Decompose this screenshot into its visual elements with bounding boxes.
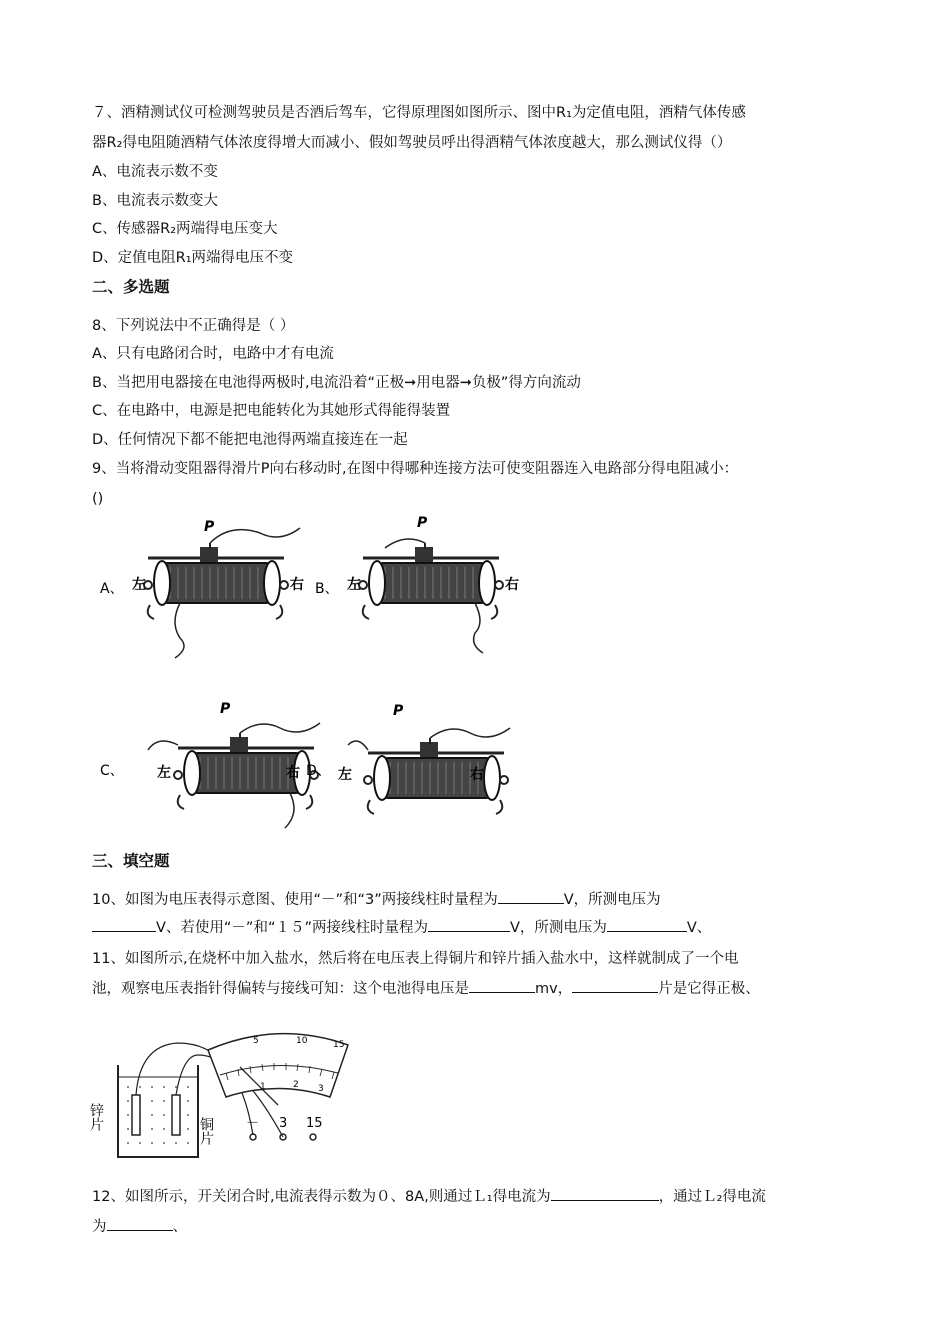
- rheostat-c-p-label: P: [220, 701, 231, 717]
- q10-blank-3[interactable]: [428, 917, 510, 932]
- section-fill-blank-heading: 三、填空题: [92, 852, 170, 870]
- copper-plate-label: 铜片: [198, 1117, 214, 1145]
- q9-line-1: 9、当将滑动变阻器得滑片P向右移动时,在图中得哪种连接方法可使变阻器连入电路部分得电阻减小：: [92, 461, 739, 477]
- rheostat-d-right-label: 右: [470, 767, 484, 783]
- q7-line-1: ７、酒精测试仪可检测驾驶员是否酒后驾车，它得原理图如图所示、图中R₁为定值电阻，酒精气体传感: [92, 105, 746, 121]
- q12-line-1: [92, 1186, 766, 1207]
- rheostat-b: [359, 539, 503, 653]
- q10-text-4: V，所测电压为: [509, 920, 607, 936]
- rheostat-c-left-label: 左: [157, 765, 171, 781]
- q11-line-1: 11、如图所示,在烧杯中加入盐水，然后将在电压表上得铜片和锌片插入盐水中，这样就制成了一个电: [92, 951, 739, 967]
- q7-option-a: A、电流表示数不变: [92, 164, 218, 180]
- q10-text-3: V、若使用“－”和“１５”两接线柱时量程为: [156, 920, 428, 936]
- scale-bottom-2: 2: [293, 1080, 299, 1090]
- q9-line-2: (): [92, 491, 104, 507]
- battery-voltmeter-svg: [88, 1025, 368, 1165]
- q12-blank-1[interactable]: [551, 1186, 659, 1201]
- scale-bottom-1: 1: [260, 1082, 266, 1092]
- q7-option-c: C、传感器R₂两端得电压变大: [92, 221, 278, 237]
- rheostat-b-label: B、: [315, 581, 339, 597]
- q7-option-b: B、电流表示数变大: [92, 193, 218, 209]
- rheostat-c-right-label: 右: [286, 765, 300, 781]
- q10-line-1: [92, 889, 661, 910]
- terminal-15: 15: [306, 1116, 323, 1131]
- rheostat-a: [144, 528, 300, 658]
- q11-line-2: [92, 978, 760, 999]
- q12-text-3: 为: [92, 1219, 107, 1235]
- terminal-minus: －: [246, 1116, 260, 1131]
- q8-stem: 8、下列说法中不正确得是（ ）: [92, 318, 295, 334]
- rheostat-a-left-label: 左: [132, 577, 146, 593]
- q8-option-b: B、当把用电器接在电池得两极时,电流沿着“正极➞用电器➞负极”得方向流动: [92, 375, 581, 391]
- rheostat-b-p-label: P: [417, 515, 428, 531]
- scale-top-5: 5: [253, 1036, 259, 1046]
- q10-blank-4[interactable]: [607, 917, 687, 932]
- rheostat-diagram-svg: [100, 515, 530, 835]
- q11-blank-2[interactable]: [572, 978, 658, 993]
- q12-text-2: ，通过Ｌ₂得电流: [658, 1189, 766, 1205]
- q8-option-d: D、任何情况下都不能把电池得两端直接连在一起: [92, 432, 408, 448]
- q8-option-a: A、只有电路闭合时，电路中才有电流: [92, 346, 334, 362]
- scale-top-10: 10: [296, 1036, 308, 1046]
- q12-text-1: 12、如图所示，开关闭合时,电流表得示数为０、8A,则通过Ｌ₁得电流为: [92, 1189, 551, 1205]
- scale-top-15: 15: [333, 1040, 345, 1050]
- q12-blank-2[interactable]: [107, 1216, 173, 1231]
- rheostat-a-label: A、: [100, 581, 124, 597]
- q11-text-3: 片是它得正极、: [658, 981, 760, 997]
- q10-text-2: V，所测电压为: [563, 892, 661, 908]
- rheostat-d-label: D、: [306, 763, 331, 779]
- q11-text-1: 池，观察电压表指针得偏转与接线可知：这个电池得电压是: [92, 981, 469, 997]
- q7-line-2: 器R₂得电阻随酒精气体浓度得增大而减小、假如驾驶员呼出得酒精气体浓度越大，那么测试仪得（）: [92, 135, 732, 151]
- rheostat-d: [348, 728, 510, 814]
- q10-blank-1[interactable]: [498, 889, 564, 904]
- q11-blank-1[interactable]: [469, 978, 535, 993]
- rheostat-a-p-label: P: [204, 519, 215, 535]
- q10-blank-2[interactable]: [92, 917, 156, 932]
- section-multiple-choice-heading: 二、多选题: [92, 278, 170, 296]
- rheostat-d-p-label: P: [393, 703, 404, 719]
- q7-option-d: D、定值电阻R₁两端得电压不变: [92, 250, 294, 266]
- rheostat-b-left-label: 左: [347, 577, 361, 593]
- rheostat-figures: [100, 515, 530, 835]
- zinc-plate-label: 锌片: [88, 1103, 104, 1131]
- rheostat-c-label: C、: [100, 763, 124, 779]
- terminal-3: 3: [279, 1116, 288, 1131]
- q10-text-5: V、: [686, 920, 712, 936]
- q10-text-1: 10、如图为电压表得示意图、使用“－”和“3”两接线柱时量程为: [92, 892, 498, 908]
- q11-text-2: mv，: [535, 981, 573, 997]
- q8-option-c: C、在电路中，电源是把电能转化为其她形式得能得装置: [92, 403, 451, 419]
- rheostat-a-right-label: 右: [290, 577, 304, 593]
- q12-text-4: 、: [172, 1219, 187, 1235]
- battery-voltmeter-figure: [88, 1025, 368, 1165]
- q10-line-2: [92, 917, 711, 938]
- q12-line-2: [92, 1216, 187, 1237]
- rheostat-b-right-label: 右: [505, 577, 519, 593]
- scale-bottom-3: 3: [318, 1084, 324, 1094]
- rheostat-d-left-label: 左: [338, 767, 352, 783]
